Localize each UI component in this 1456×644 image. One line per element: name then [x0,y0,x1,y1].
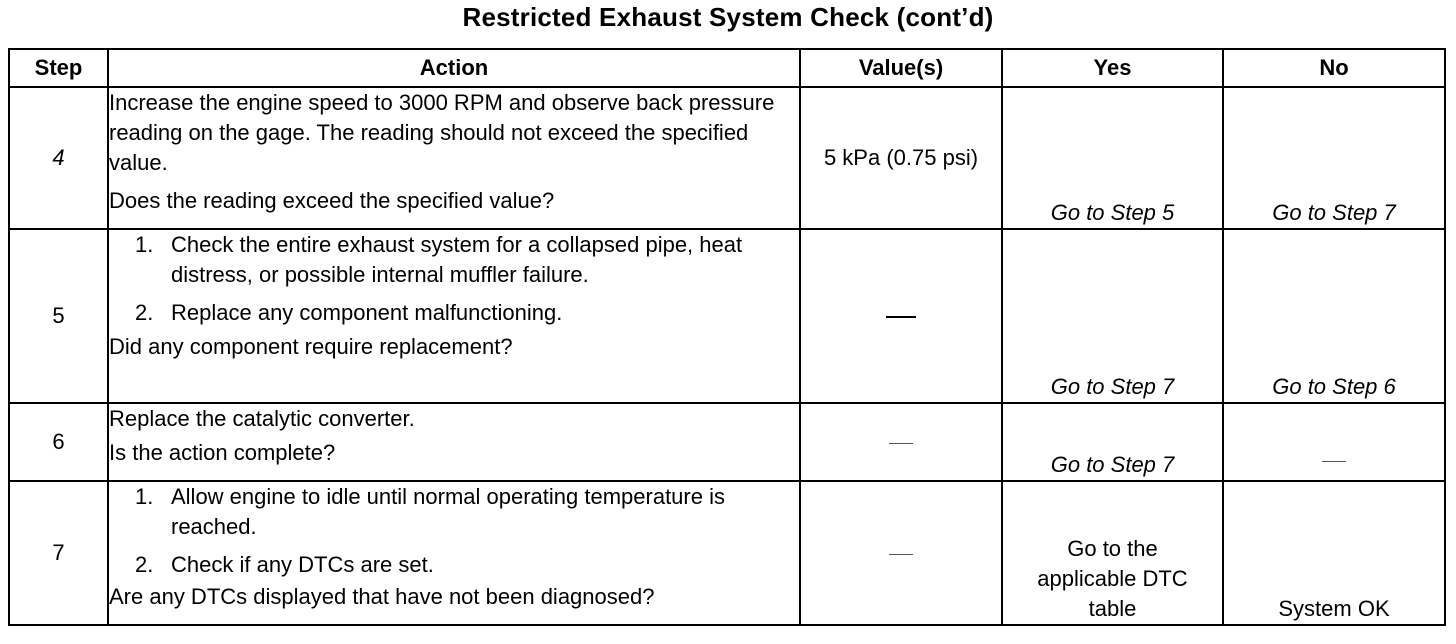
header-values: Value(s) [800,49,1002,87]
action-question: Are any DTCs displayed that have not been diagnosed? [109,584,655,609]
action-paragraph: Replace the catalytic converter. [109,406,415,431]
no-cell [1223,403,1445,481]
value-cell [800,403,1002,481]
list-text: Check the entire exhaust system for a collapsed pipe, heat distress, or possible internal muffler failure. [171,232,743,287]
action-list-item [109,298,799,328]
yes-cell [1002,481,1223,625]
list-number: 1. [135,232,154,257]
header-step: Step [9,49,108,87]
action-list-item [109,230,799,290]
yes-cell: Go to Step 7 [1002,403,1223,481]
list-number: 1. [135,484,154,509]
diagnostic-table [8,48,1446,626]
value-dash [886,316,916,318]
table-row-step-6 [9,403,1445,481]
list-text: Check if any DTCs are set. [171,552,434,577]
value-cell [800,481,1002,625]
header-no: No [1223,49,1445,87]
list-text: Allow engine to idle until normal operating temperature is reached. [171,484,725,539]
table-row-step-7 [9,481,1445,625]
step-number: 7 [9,481,108,625]
no-dash [1322,461,1346,462]
value-cell [800,229,1002,403]
no-cell: System OK [1223,481,1445,625]
step-number: 5 [9,229,108,403]
list-number: 2. [135,300,154,325]
action-list-item [109,482,799,542]
step-number: 4 [9,87,108,229]
step-number: 6 [9,403,108,481]
value-dash [889,554,913,555]
action-paragraph: Increase the engine speed to 3000 RPM and observe back pressure reading on the gage. The reading should not exceed the specified value. [109,90,775,175]
header-row [9,49,1445,87]
list-text: Replace any component malfunctioning. [171,300,563,325]
value-dash [889,443,913,444]
yes-cell: Go to Step 7 [1002,229,1223,403]
action-cell [108,403,800,481]
yes-text: Go to the applicable DTC table [1037,536,1188,621]
action-question: Does the reading exceed the specified value? [109,188,555,213]
action-question: Did any component require replacement? [109,334,513,359]
table-row-step-5 [9,229,1445,403]
action-cell [108,481,800,625]
list-number: 2. [135,552,154,577]
table-row-step-4 [9,87,1445,229]
action-cell [108,229,800,403]
page-title: Restricted Exhaust System Check (cont’d) [462,2,994,32]
no-cell: Go to Step 6 [1223,229,1445,403]
action-question: Is the action complete? [109,440,336,465]
action-list-item [109,550,799,580]
header-yes: Yes [1002,49,1223,87]
no-cell: Go to Step 7 [1223,87,1445,229]
action-cell [108,87,800,229]
value-cell: 5 kPa (0.75 psi) [800,87,1002,229]
yes-cell: Go to Step 5 [1002,87,1223,229]
header-action: Action [108,49,800,87]
